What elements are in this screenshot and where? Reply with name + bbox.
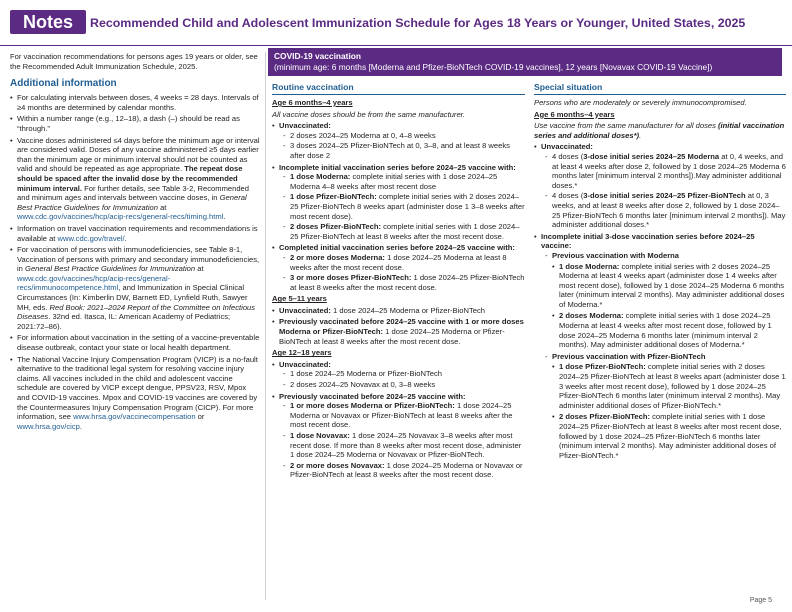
list-item: • Unvaccinated: 1 dose 2024–25 Moderna or Pfizer-BioNTech <box>272 306 525 316</box>
list-item: • Incomplete initial vaccination series before 2024–25 vaccine with: - 1 dose Moderna: complete initial series with 1 dose 2024–25 Moderna 4–8 weeks after most recent dose - 1 dose Pfizer-BioNTech: complete initial series with 2 doses 2024–25 Pfizer-BioNTech 8 weeks apart (administer dose 1 3–8 weeks after most recent dose). - 2 doses Pfizer-BioNTech: complete initial series with 1 dose 2024–25 Pfizer-BioNTech at least 8 weeks after the most recent dose. <box>272 163 525 242</box>
vicp-link[interactable]: www.hrsa.gov/vaccinecompensation <box>73 412 196 422</box>
page-title: Recommended Child and Adolescent Immunization Schedule for Ages 18 Years or Younger, United States, 2025 <box>90 16 746 30</box>
list-item: • Incomplete initial 3-dose vaccination series before 2024–25 vaccine: - Previous vaccination with Moderna • 1 dose Moderna: complete initial series with 2 doses 2024–25 Moderna at least 4 weeks apart (administer dose 1 4 weeks after most recent dose), followed by 1 dose 2024–25 Moderna 6 months later (minimum interval 2 months). May administer additional doses of Moderna.* • 2 doses Moderna: complete initial series with 1 dose 2024–25 Moderna at least 4 weeks after most recent dose, followed by 1 dose 2024–25 Moderna 6 months later (minimum interval 2 months). May administer additional doses of Moderna.* - Previous vaccination with Pfizer-BioNTech • 1 dose Pfizer-BioNTech: complete initial series with 2 doses 2024–25 Pfizer-BioNTech at least 8 weeks apart (administer dose 1 3 weeks after most recent dose), followed by 1 dose 2024–25 Pfizer-BioNTech 6 months later (minimum interval 2 months). May administer additional doses of Pfizer-BioNTech.* • 2 doses Pfizer-BioNTech: complete initial series with 1 dose 2024–25 Pfizer-BioNTech at least 8 weeks after most recent dose, followed by 1 dose 2024–25 Pfizer-BioNTech 6 months later (minimum interval 2 months). May administer additional doses of Pfizer-BioNTech.* <box>534 232 786 461</box>
list-item: • 2 doses Pfizer-BioNTech: complete initial series with 1 dose 2024–25 Pfizer-BioNTech at least 8 weeks after most recent dose, followed by 1 dose 2024–25 Pfizer-BioNTech 6 months later (minimum interval 2 months). May administer additional doses of Pfizer-BioNTech.* <box>552 412 786 460</box>
list-item: • For calculating intervals between doses, 4 weeks = 28 days. Intervals of ≥4 months are determined by calendar months. <box>10 93 260 112</box>
list-item: - Previous vaccination with Pfizer-BioNTech • 1 dose Pfizer-BioNTech: complete initial series with 2 doses 2024–25 Pfizer-BioNTech at least 8 weeks apart (administer dose 1 3 weeks after most recent dose), followed by 1 dose 2024–25 Pfizer-BioNTech 6 months later (minimum interval 2 months). May administer additional doses of Pfizer-BioNTech.* • 2 doses Pfizer-BioNTech: complete initial series with 1 dose 2024–25 Pfizer-BioNTech at least 8 weeks after most recent dose, followed by 1 dose 2024–25 Pfizer-BioNTech 6 months later (minimum interval 2 months). May administer additional doses of Pfizer-BioNTech.* <box>545 352 786 461</box>
adult-schedule-note: For vaccination recommendations for persons ages 19 years or older, see the Recommended Adult Immunization Schedule, 2025. <box>10 52 258 71</box>
list-item: • Previously vaccinated before 2024–25 vaccine with 1 or more doses Moderna or Pfizer-BioNTech: 1 dose 2024–25 Moderna or Pfizer-BioNTech at least 8 weeks after the most recent dose. <box>272 317 525 346</box>
routine-heading: Routine vaccination <box>272 82 525 95</box>
special-situation-column <box>534 82 786 462</box>
immunocompetence-link[interactable]: www.cdc.gov/vaccines/hcp/acip-recs/general-recs/immunocompetence.html <box>17 273 171 293</box>
same-manufacturer-note: All vaccine doses should be from the same manufacturer. <box>272 109 466 119</box>
age-5-11-heading: Age 5–11 years <box>272 294 327 304</box>
list-item: - 1 dose Novavax: 1 dose 2024–25 Novavax 3–8 weeks after most recent dose. If more than 8 weeks after most recent dose, administer 1 dose 2024–25 Moderna or Novavax or Pfizer-BioNTech. <box>283 431 525 460</box>
immunocompromised-note: Persons who are moderately or severely immunocompromised. <box>534 98 747 107</box>
list-item: - 2 or more doses Novavax: 1 dose 2024–25 Moderna or Novavax or Pfizer-BioNTech at least 8 weeks after the most recent dose. <box>283 461 525 480</box>
page-number: Page 5 <box>749 597 772 605</box>
list-item: - 2 or more doses Moderna: 1 dose 2024–25 Moderna at least 8 weeks after the most recent dose. <box>283 253 525 272</box>
list-item: • For information about vaccination in the setting of a vaccine-preventable disease outbreak, contact your state or local health department. <box>10 333 260 352</box>
list-item: • The National Vaccine Injury Compensation Program (VICP) is a no-fault alternative to the traditional legal system for resolving vaccine injury claims. All vaccines included in the child and adolescent vaccine schedule are covered by VICP except dengue, PPSV23, RSV, Mpox and COVID-19 vaccines. Mpox and COVID-19 vaccines are covered by the Countermeasures Injury Compensation Program (CICP). For more information, see www.hrsa.gov/vaccinecompensation or www.hrsa.gov/cicp. <box>10 355 260 432</box>
list-item: - 4 doses (3-dose initial series 2024–25 Pfizer-BioNTech at 0, 3 weeks, and at least 8 weeks after dose 2, followed by 1 dose 2024–25 Pfizer-BioNTech 6 months later [minimum interval 2 months]). May administer additional doses.* <box>545 191 786 229</box>
timing-link[interactable]: www.cdc.gov/vaccines/hcp/acip-recs/general-recs/timing.html <box>17 212 224 222</box>
covid-min-age: (minimum age: 6 months [Moderna and Pfizer-BioNTech COVID-19 vaccines], 12 years [Novavax COVID-19 Vaccine]) <box>274 61 713 72</box>
list-item: • Unvaccinated: - 2 doses 2024–25 Moderna at 0, 4–8 weeks - 3 doses 2024–25 Pfizer-BioNTech at 0, 3–8, and at least 8 weeks after dose 2 <box>272 121 525 160</box>
covid-title: COVID-19 vaccination <box>274 51 362 61</box>
list-item: - 2 doses 2024–25 Novavax at 0, 3–8 weeks <box>283 380 525 390</box>
notes-badge: Notes <box>10 10 86 34</box>
special-heading: Special situation <box>534 82 786 95</box>
age-12-18-heading: Age 12–18 years <box>272 348 332 358</box>
list-item: • Within a number range (e.g., 12–18), a dash (–) should be read as “through.” <box>10 114 260 133</box>
list-item: • Completed initial vaccination series before 2024–25 vaccine with: - 2 or more doses Moderna: 1 dose 2024–25 Moderna at least 8 weeks after the most recent dose. - 3 or more doses Pfizer-BioNTech: 1 dose 2024–25 Pfizer-BioNTech at least 8 weeks after the most recent dose. <box>272 243 525 292</box>
special-manufacturer-note: Use vaccine from the same manufacturer for all doses (initial vaccination series and additional doses*). <box>534 121 785 140</box>
list-item: • 2 doses Moderna: complete initial series with 1 dose 2024–25 Moderna at least 4 weeks after most recent dose, followed by 1 dose 2024–25 Moderna 6 months later (minimum interval 2 months). May administer additional doses of Moderna.* <box>552 311 786 349</box>
additional-info-heading: Additional information <box>10 78 117 90</box>
additional-info-list <box>10 93 260 431</box>
list-item: - 4 doses (3-dose initial series 2024–25 Moderna at 0, 4 weeks, and at least 4 weeks after dose 2, followed by 1 dose 2024–25 Moderna 6 months later [minimum interval 2 months]).May administer additional doses.* <box>545 152 786 190</box>
list-item: - Previous vaccination with Moderna • 1 dose Moderna: complete initial series with 2 doses 2024–25 Moderna at least 4 weeks apart (administer dose 1 4 weeks after most recent dose), followed by 1 dose 2024–25 Moderna 6 months later (minimum interval 2 months). May administer additional doses of Moderna.* • 2 doses Moderna: complete initial series with 1 dose 2024–25 Moderna at least 4 weeks after most recent dose, followed by 1 dose 2024–25 Moderna 6 months later (minimum interval 2 months). May administer additional doses of Moderna.* <box>545 251 786 350</box>
covid-banner <box>268 48 782 76</box>
cicp-link[interactable]: www.hrsa.gov/cicp <box>17 421 80 431</box>
additional-info-column <box>10 52 260 433</box>
age-6mo-4y-heading: Age 6 months–4 years <box>272 98 353 107</box>
routine-vaccination-column <box>272 82 525 482</box>
list-item: - 3 doses 2024–25 Pfizer-BioNTech at 0, 3–8, and at least 8 weeks after dose 2 <box>283 141 525 160</box>
list-item: • Vaccine doses administered ≤4 days before the minimum age or interval are considered valid. Doses of any vaccine administered ≥5 days earlier than the minimum age or minimum interval should not be counted as valid and should be repeated as age appropriate. The repeat dose should be spaced after the invalid dose by the recommended minimum interval. For further details, see Table 3-2, Recommended and minimum ages and intervals between vaccine doses, in General Best Practice Guidelines for Immunization at www.cdc.gov/vaccines/hcp/acip-recs/general-recs/timing.html. <box>10 136 260 222</box>
special-age-heading: Age 6 months–4 years <box>534 109 615 119</box>
list-item: • Unvaccinated: - 1 dose 2024–25 Moderna or Pfizer-BioNTech - 2 doses 2024–25 Novavax at 0, 3–8 weeks <box>272 360 525 390</box>
page-header <box>0 0 792 46</box>
list-item: • Previously vaccinated before 2024–25 vaccine with: - 1 or more doses Moderna or Pfizer-BioNTech: 1 dose 2024–25 Moderna or Novavax or Pfizer-BioNTech at least 8 weeks after the most recent dose. - 1 dose Novavax: 1 dose 2024–25 Novavax 3–8 weeks after most recent dose. If more than 8 weeks after most recent dose, administer 1 dose 2024–25 Moderna or Novavax or Pfizer-BioNTech. - 2 or more doses Novavax: 1 dose 2024–25 Moderna or Novavax or Pfizer-BioNTech at least 8 weeks after the most recent dose. <box>272 392 525 480</box>
travel-link[interactable]: www.cdc.gov/travel/ <box>57 233 125 243</box>
list-item: • 1 dose Pfizer-BioNTech: complete initial series with 2 doses 2024–25 Pfizer-BioNTech at least 8 weeks apart (administer dose 1 3 weeks after most recent dose), followed by 1 dose 2024–25 Pfizer-BioNTech 6 months later (minimum interval 2 months). May administer additional doses of Pfizer-BioNTech.* <box>552 362 786 410</box>
list-item: - 2 doses Pfizer-BioNTech: complete initial series with 1 dose 2024–25 Pfizer-BioNTech at least 8 weeks after the most recent dose. <box>283 222 525 241</box>
list-item: - 1 dose Pfizer-BioNTech: complete initial series with 2 doses 2024–25 Pfizer-BioNTech 8 weeks apart (administer dose 1 3–8 weeks after most recent dose). <box>283 192 525 221</box>
list-item: - 1 dose Moderna: complete initial series with 1 dose 2024–25 Moderna 4–8 weeks after most recent dose <box>283 172 525 191</box>
list-item: • Unvaccinated: - 4 doses (3-dose initial series 2024–25 Moderna at 0, 4 weeks, and at least 4 weeks after dose 2, followed by 1 dose 2024–25 Moderna 6 months later [minimum interval 2 months]).May administer additional doses.* - 4 doses (3-dose initial series 2024–25 Pfizer-BioNTech at 0, 3 weeks, and at least 8 weeks after dose 2, followed by 1 dose 2024–25 Pfizer-BioNTech 6 months later [minimum interval 2 months]). May administer additional doses.* <box>534 142 786 229</box>
list-item: • 1 dose Moderna: complete initial series with 2 doses 2024–25 Moderna at least 4 weeks apart (administer dose 1 4 weeks after most recent dose), followed by 1 dose 2024–25 Moderna 6 months later (minimum interval 2 months). May administer additional doses of Moderna.* <box>552 262 786 310</box>
list-item: - 3 or more doses Pfizer-BioNTech: 1 dose 2024–25 Pfizer-BioNTech at least 8 weeks after the most recent dose. <box>283 273 525 292</box>
list-item: - 2 doses 2024–25 Moderna at 0, 4–8 weeks <box>283 131 525 141</box>
list-item: • For vaccination of persons with immunodeficiencies, see Table 8-1, Vaccination of persons with primary and secondary immunodeficiencies, in General Best Practice Guidelines for Immunization at www.cdc.gov/vaccines/hcp/acip-recs/general-recs/immunocompetence.html, and Immunization in Special Clinical Circumstances (In: Kimberlin DW, Barnett ED, Lynfield Ruth, Sawyer MH, eds. Red Book: 2021–2024 Report of the Committee on Infectious Diseases. 32nd ed. Itasca, IL: American Academy of Pediatrics; 2021:72–86). <box>10 245 260 331</box>
list-item: - 1 or more doses Moderna or Pfizer-BioNTech: 1 dose 2024–25 Moderna or Novavax or Pfizer-BioNTech at least 8 weeks after the most recent dose. <box>283 401 525 430</box>
list-item: • Information on travel vaccination requirements and recommendations is available at www.cdc.gov/travel/. <box>10 224 260 243</box>
column-divider <box>265 52 266 600</box>
list-item: - 1 dose 2024–25 Moderna or Pfizer-BioNTech <box>283 369 525 379</box>
